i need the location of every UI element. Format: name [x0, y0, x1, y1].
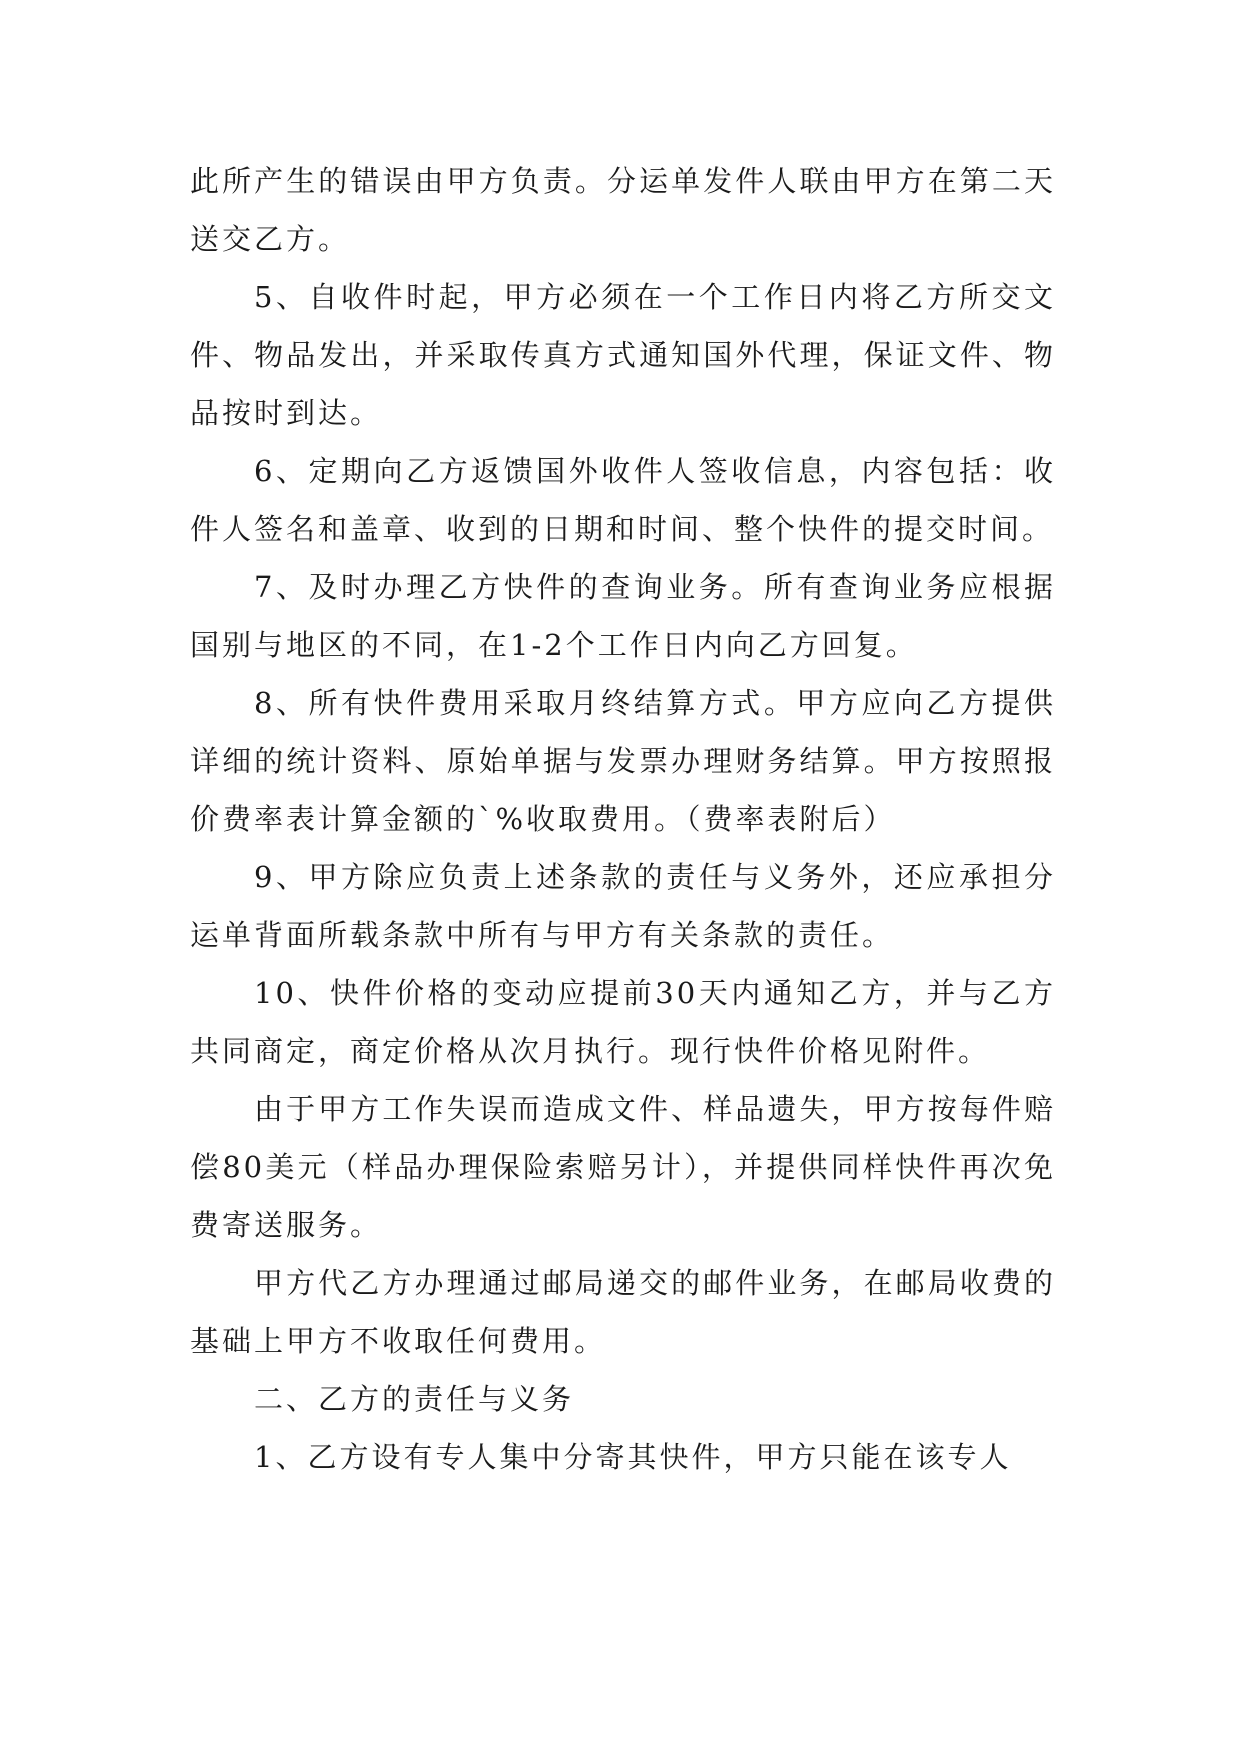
paragraph-9: 甲方代乙方办理通过邮局递交的邮件业务，在邮局收费的基础上甲方不收取任何费用。 — [190, 1266, 1056, 1358]
paragraph-3: 6、定期向乙方返馈国外收件人签收信息，内容包括：收件人签名和盖章、收到的日期和时间、整个快件的提交时间。 — [190, 454, 1056, 546]
paragraph-1: 此所产生的错误由甲方负责。分运单发件人联由甲方在第二天送交乙方。 — [190, 164, 1056, 256]
paragraph-4: 7、及时办理乙方快件的查询业务。所有查询业务应根据国别与地区的不同，在1-2个工作日内向乙方回复。 — [190, 570, 1056, 662]
paragraph-6: 9、甲方除应负责上述条款的责任与义务外，还应承担分运单背面所载条款中所有与甲方有关条款的责任。 — [190, 860, 1056, 952]
paragraph-8: 由于甲方工作失误而造成文件、样品遗失，甲方按每件赔偿80美元（样品办理保险索赔另计），并提供同样快件再次免费寄送服务。 — [190, 1092, 1056, 1242]
paragraph-5: 8、所有快件费用采取月终结算方式。甲方应向乙方提供详细的统计资料、原始单据与发票办理财务结算。甲方按照报价费率表计算金额的`%收取费用。（费率表附后） — [190, 686, 1056, 836]
contract-body — [190, 152, 1056, 1486]
paragraph-2: 5、自收件时起，甲方必须在一个工作日内将乙方所交文件、物品发出，并采取传真方式通知国外代理，保证文件、物品按时到达。 — [190, 280, 1056, 430]
paragraph-7: 10、快件价格的变动应提前30天内通知乙方，并与乙方共同商定，商定价格从次月执行。现行快件价格见附件。 — [190, 976, 1056, 1068]
section-heading: 二、乙方的责任与义务 — [254, 1382, 575, 1416]
paragraph-11: 1、乙方设有专人集中分寄其快件，甲方只能在该专人 — [254, 1440, 1012, 1474]
